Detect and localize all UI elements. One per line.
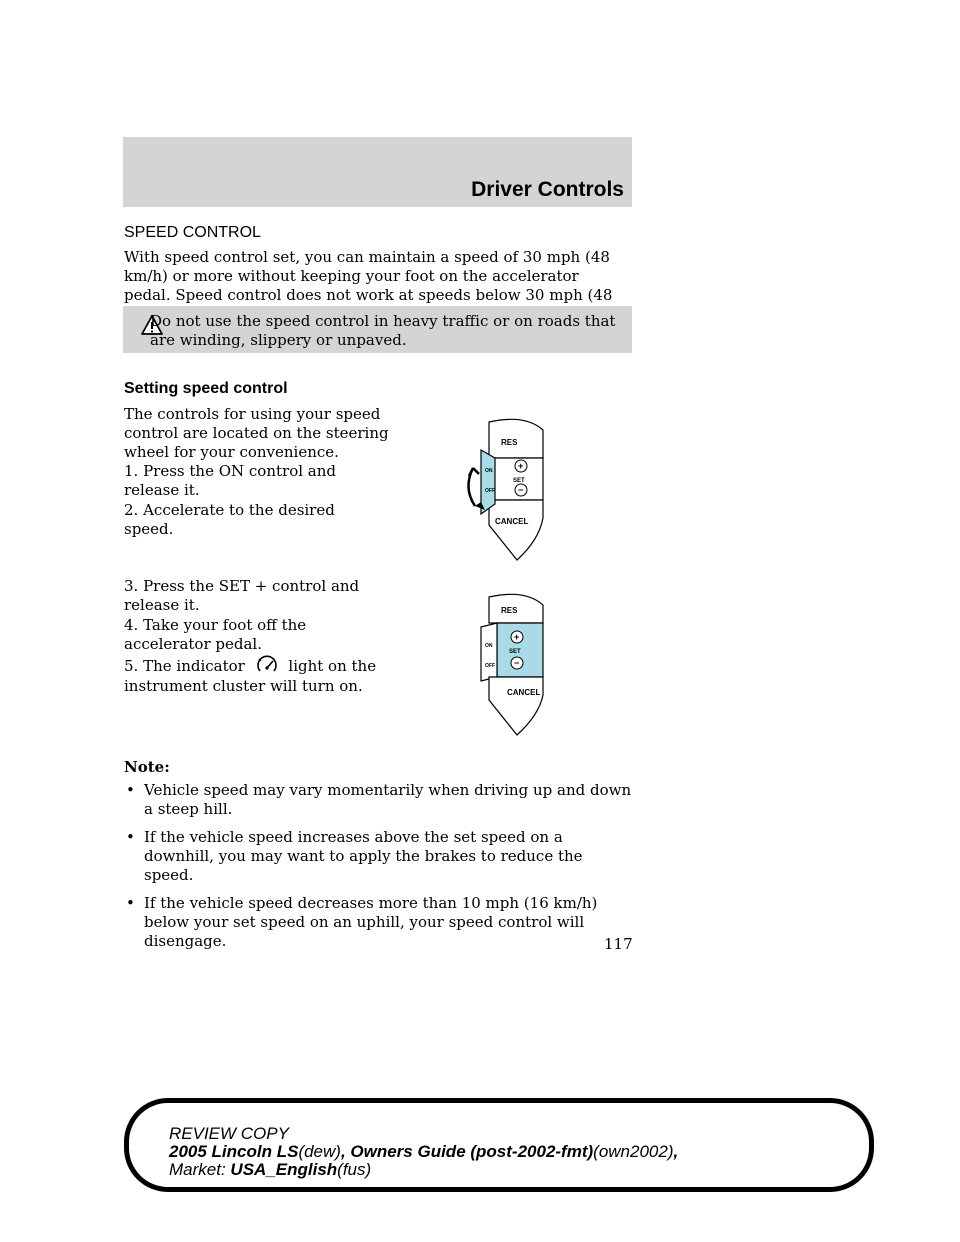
step-1-text: 1. Press the ON control and release it. (124, 462, 336, 499)
note-label: Note: (124, 758, 170, 776)
footer-vehicle-code: (dew) (298, 1142, 341, 1161)
minus-label: − (518, 485, 524, 495)
speed-control-figure-on-off (455, 410, 565, 565)
footer-line-1: REVIEW COPY (169, 1124, 289, 1143)
bullet-3: • (126, 894, 135, 912)
footer-guide-code: (own2002) (593, 1142, 674, 1161)
footer-comma: , (673, 1142, 679, 1161)
warning-text: Do not use the speed control in heavy traffic or on roads that are winding, slippery or unpaved. (150, 312, 616, 349)
header-title: Driver Controls (471, 178, 624, 201)
note-list (124, 781, 632, 960)
step-4-text: 4. Take your foot off the accelerator pedal. (124, 616, 307, 653)
subsection-title: Setting speed control (124, 380, 288, 397)
controls-location-text: The controls for using your speed control are located on the steering wheel for your convenience. (124, 405, 389, 461)
note-item-text-3: If the vehicle speed decreases more than 10 mph (16 km/h) below your set speed on an uphill, your speed control will disengage. (144, 894, 598, 950)
res-label-2: RES (501, 606, 518, 615)
footer-line-2 (169, 1143, 678, 1161)
note-item-text-1: Vehicle speed may vary momentarily when driving up and down a steep hill. (144, 781, 632, 818)
cancel-label-2: CANCEL (507, 688, 541, 697)
footer-text (169, 1125, 678, 1179)
bullet-1: • (126, 781, 135, 799)
set-label-2: SET (509, 649, 521, 655)
set-label: SET (513, 478, 525, 484)
step-2-text: 2. Accelerate to the desired speed. (124, 501, 335, 538)
on-label: ON (485, 468, 493, 474)
off-label-2: OFF (485, 663, 495, 669)
step-5-text-end: light on the instrument cluster will turn on. (124, 657, 377, 695)
list-item (124, 828, 632, 885)
header-band (123, 137, 632, 207)
footer-vehicle: 2005 Lincoln LS (169, 1142, 299, 1161)
off-label: OFF (485, 488, 495, 494)
speed-control-figure-set (455, 585, 565, 740)
on-label-2: ON (485, 643, 493, 649)
list-item (124, 894, 632, 951)
plus-label-2: + (514, 632, 520, 642)
footer-box (124, 1098, 874, 1192)
footer-market: USA_English (230, 1160, 338, 1179)
cancel-label: CANCEL (495, 517, 529, 526)
section-title: SPEED CONTROL (124, 224, 261, 241)
step-5-text (124, 655, 389, 696)
list-item (124, 781, 632, 819)
footer-guide: , Owners Guide (post-2002-fmt) (340, 1142, 594, 1161)
plus-label: + (518, 461, 524, 471)
step-5-text-start: 5. The indicator (124, 657, 245, 675)
footer-market-code: (fus) (337, 1160, 372, 1179)
bullet-2: • (126, 828, 135, 846)
note-item-text-2: If the vehicle speed increases above the set speed on a downhill, you may want to apply the brakes to reduce the speed. (144, 828, 583, 884)
page-number: 117 (604, 935, 633, 953)
intro-paragraph: With speed control set, you can maintain a speed of 30 mph (48 km/h) or more without keeping your foot on the accelerator pedal. Speed control does not work at speeds below 30 mph (48 (124, 248, 613, 304)
res-label: RES (501, 438, 518, 447)
minus-label-2: − (514, 658, 520, 668)
step-3-text: 3. Press the SET + control and release it. (124, 577, 360, 614)
footer-line-3 (169, 1161, 678, 1179)
speed-control-indicator-icon (250, 655, 284, 677)
footer-market-label: Market: (169, 1160, 226, 1179)
